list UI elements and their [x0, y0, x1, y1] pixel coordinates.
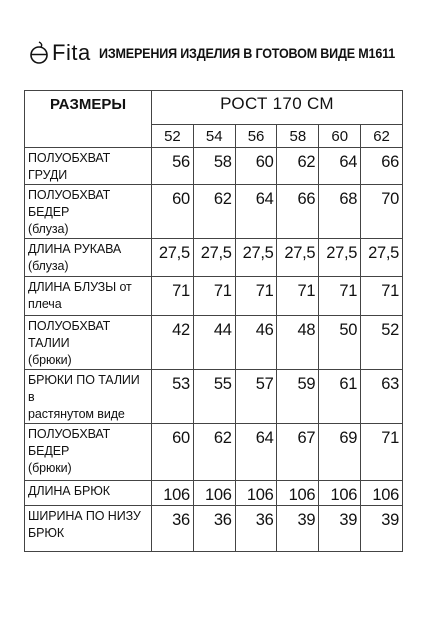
measurement-value: 62 [193, 185, 235, 239]
size-cell: 52 [152, 125, 194, 148]
measurement-value: 60 [152, 424, 194, 481]
measurement-label-line: БРЮКИ ПО ТАЛИИ в [28, 373, 140, 404]
measurement-value: 48 [277, 316, 319, 370]
measurement-value: 57 [235, 370, 277, 424]
height-header: РОСТ 170 СМ [152, 91, 403, 125]
measurement-label-line: ДЛИНА РУКАВА [28, 242, 122, 256]
measurement-value: 69 [319, 424, 361, 481]
measurement-value: 36 [152, 506, 194, 552]
measurement-value: 60 [235, 148, 277, 185]
page-header [28, 38, 417, 68]
measurement-value: 62 [277, 148, 319, 185]
table-row [25, 277, 403, 316]
measurement-label-line: плеча [28, 297, 62, 311]
table-row [25, 185, 403, 239]
measurement-value: 39 [361, 506, 403, 552]
measurement-label-line: (брюки) [28, 461, 72, 475]
measurement-value: 27,5 [152, 239, 194, 277]
measurement-label-line: ПОЛУОБХВАТ ТАЛИИ [28, 319, 111, 350]
size-cell: 62 [361, 125, 403, 148]
measurement-label [25, 148, 152, 185]
measurement-value: 46 [235, 316, 277, 370]
measurement-value: 68 [319, 185, 361, 239]
measurement-value: 27,5 [235, 239, 277, 277]
table-row [25, 506, 403, 552]
measurement-value: 52 [361, 316, 403, 370]
fita-logo-icon [28, 40, 50, 66]
measurement-value: 42 [152, 316, 194, 370]
sizes-header: РАЗМЕРЫ [25, 91, 152, 148]
measurement-value: 106 [319, 481, 361, 506]
table-row [25, 481, 403, 506]
measurement-value: 27,5 [277, 239, 319, 277]
measurement-value: 106 [152, 481, 194, 506]
measurement-value: 39 [319, 506, 361, 552]
measurement-label-line: (блуза) [28, 222, 69, 236]
measurement-value: 106 [235, 481, 277, 506]
measurement-value: 64 [319, 148, 361, 185]
measurement-label [25, 424, 152, 481]
measurement-value: 53 [152, 370, 194, 424]
measurement-label-line: (брюки) [28, 353, 72, 367]
measurement-label [25, 277, 152, 316]
measurement-value: 27,5 [361, 239, 403, 277]
measurement-label [25, 185, 152, 239]
measurement-value: 62 [193, 424, 235, 481]
measurement-value: 39 [277, 506, 319, 552]
measurement-value: 71 [361, 424, 403, 481]
measurement-value: 71 [361, 277, 403, 316]
size-chart-table [24, 90, 403, 552]
measurement-label-line: ПОЛУОБХВАТ ГРУДИ [28, 151, 111, 182]
table-row [25, 370, 403, 424]
measurement-label [25, 506, 152, 552]
measurement-label-line: БРЮК [28, 526, 65, 540]
measurement-value: 71 [152, 277, 194, 316]
measurement-value: 56 [152, 148, 194, 185]
size-cell: 56 [235, 125, 277, 148]
measurement-label [25, 370, 152, 424]
measurement-label-line: ПОЛУОБХВАТ БЕДЕР [28, 188, 111, 219]
measurement-value: 36 [193, 506, 235, 552]
measurement-value: 71 [277, 277, 319, 316]
measurement-value: 106 [193, 481, 235, 506]
measurement-label-line: ПОЛУОБХВАТ БЕДЕР [28, 427, 111, 458]
measurement-value: 67 [277, 424, 319, 481]
table-row [25, 424, 403, 481]
measurement-value: 60 [152, 185, 194, 239]
measurement-value: 64 [235, 424, 277, 481]
measurement-value: 58 [193, 148, 235, 185]
measurement-value: 59 [277, 370, 319, 424]
measurement-value: 71 [319, 277, 361, 316]
table-header-row [25, 91, 403, 125]
measurement-value: 44 [193, 316, 235, 370]
measurement-label [25, 239, 152, 277]
measurement-value: 106 [361, 481, 403, 506]
measurement-value: 64 [235, 185, 277, 239]
measurement-value: 106 [277, 481, 319, 506]
measurement-label-line: (блуза) [28, 259, 69, 273]
measurement-value: 55 [193, 370, 235, 424]
measurement-label-line: ДЛИНА БРЮК [28, 484, 110, 498]
measurement-value: 27,5 [193, 239, 235, 277]
size-cell: 58 [277, 125, 319, 148]
measurement-value: 50 [319, 316, 361, 370]
measurement-label [25, 481, 152, 506]
measurement-value: 71 [193, 277, 235, 316]
measurement-label [25, 316, 152, 370]
brand-logo [28, 40, 91, 66]
measurement-value: 66 [277, 185, 319, 239]
table-row [25, 239, 403, 277]
measurement-value: 61 [319, 370, 361, 424]
size-cell: 60 [319, 125, 361, 148]
measurement-value: 27,5 [319, 239, 361, 277]
measurement-value: 66 [361, 148, 403, 185]
brand-name: Fita [52, 40, 91, 65]
page-title: ИЗМЕРЕНИЯ ИЗДЕЛИЯ В ГОТОВОМ ВИДЕ М1611 [98, 45, 395, 61]
measurement-label-line: ДЛИНА БЛУЗЫ от [28, 280, 132, 294]
table-row [25, 316, 403, 370]
measurement-value: 70 [361, 185, 403, 239]
size-cell: 54 [193, 125, 235, 148]
measurement-value: 36 [235, 506, 277, 552]
table-row [25, 148, 403, 185]
measurement-label-line: ШИРИНА ПО НИЗУ [28, 509, 141, 523]
measurement-label-line: растянутом виде [28, 407, 125, 421]
measurement-value: 63 [361, 370, 403, 424]
measurement-value: 71 [235, 277, 277, 316]
